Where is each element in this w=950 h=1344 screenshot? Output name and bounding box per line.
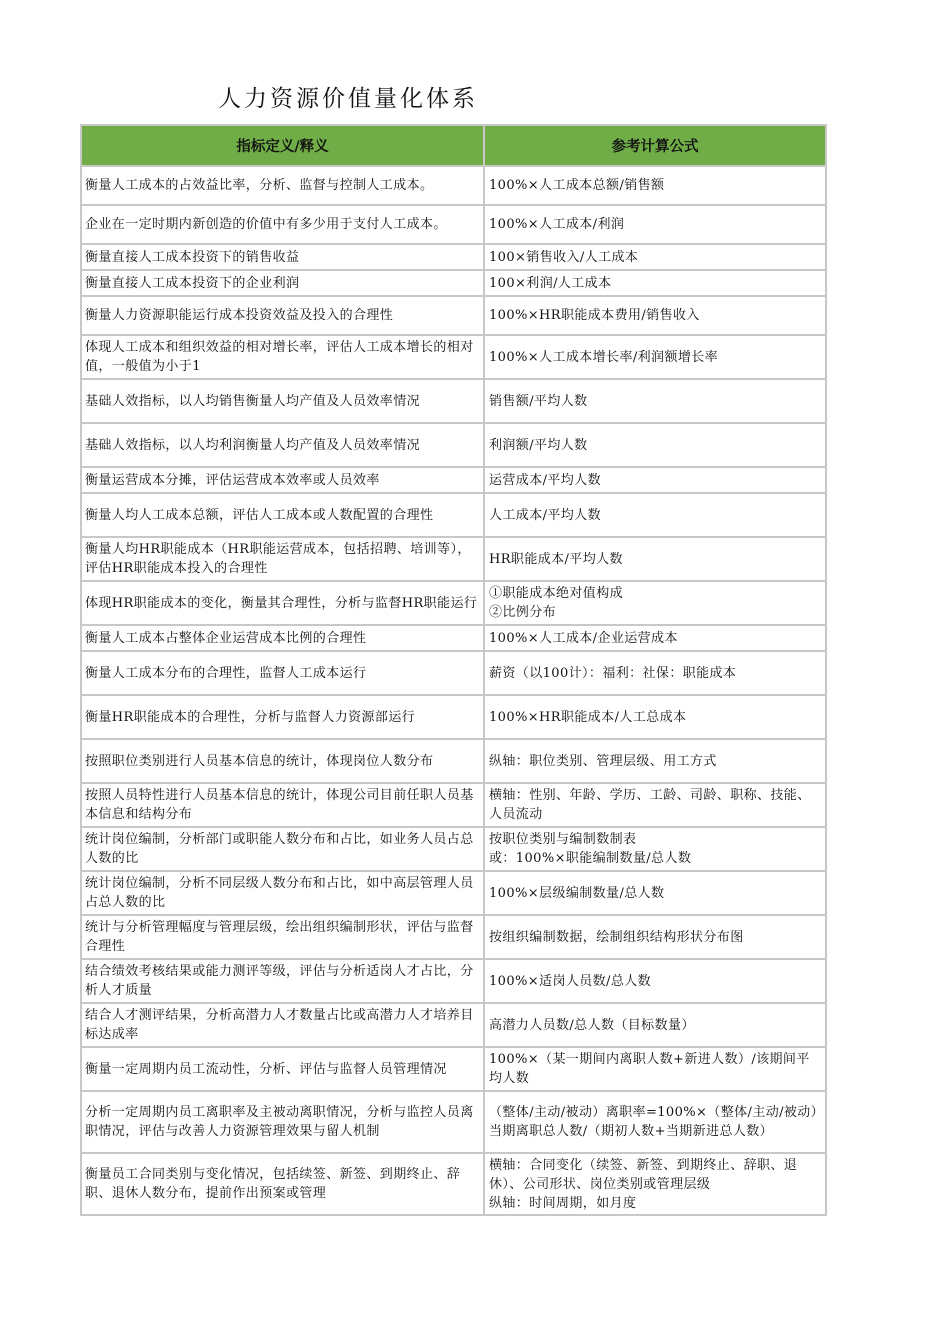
table-row <box>81 166 826 205</box>
table-row <box>81 739 826 783</box>
definition-cell: 衡量人力资源职能运行成本投资效益及投入的合理性 <box>81 296 484 335</box>
table-row <box>81 1003 826 1047</box>
definition-cell: 企业在一定时期内新创造的价值中有多少用于支付人工成本。 <box>81 205 484 244</box>
definition-cell: 衡量直接人工成本投资下的销售收益 <box>81 244 484 270</box>
definition-cell: 衡量人工成本分布的合理性，监督人工成本运行 <box>81 651 484 695</box>
table-row <box>81 1047 826 1091</box>
formula-cell: 100%×人工成本/利润 <box>484 205 826 244</box>
definition-cell: 结合人才测评结果，分析高潜力人才数量占比或高潜力人才培养目标达成率 <box>81 1003 484 1047</box>
page-title: 人力资源价值量化体系 <box>218 86 478 112</box>
table-row <box>81 379 826 423</box>
formula-cell: 100%×人工成本增长率/利润额增长率 <box>484 335 826 379</box>
table-row <box>81 1153 826 1215</box>
table-row <box>81 335 826 379</box>
table-row <box>81 625 826 651</box>
definition-cell: 体现人工成本和组织效益的相对增长率，评估人工成本增长的相对值，一般值为小于1 <box>81 335 484 379</box>
header-formula: 参考计算公式 <box>484 125 826 166</box>
definition-cell: 衡量运营成本分摊，评估运营成本效率或人员效率 <box>81 467 484 493</box>
definition-cell: 衡量人均人工成本总额，评估人工成本或人数配置的合理性 <box>81 493 484 537</box>
formula-cell: 100%×适岗人员数/总人数 <box>484 959 826 1003</box>
formula-cell: 100%×HR职能成本费用/销售收入 <box>484 296 826 335</box>
formula-cell: 薪资（以100计）：福利：社保：职能成本 <box>484 651 826 695</box>
table-row <box>81 827 826 871</box>
formula-cell: 高潜力人员数/总人数（目标数量） <box>484 1003 826 1047</box>
definition-cell: 统计岗位编制，分析部门或职能人数分布和占比，如业务人员占总人数的比 <box>81 827 484 871</box>
table-row <box>81 270 826 296</box>
formula-cell: 横轴：合同变化（续签、新签、到期终止、辞职、退休）、公司形状、岗位类别或管理层级 纵轴：时间周期，如月度 <box>484 1153 826 1215</box>
definition-cell: 按照人员特性进行人员基本信息的统计，体现公司目前任职人员基本信息和结构分布 <box>81 783 484 827</box>
table-row <box>81 423 826 467</box>
table-row <box>81 467 826 493</box>
formula-cell: （整体/主动/被动）离职率=100%×（整体/主动/被动）当期离职总人数/（期初人数+当期新进总人数） <box>484 1091 826 1153</box>
formula-cell: 销售额/平均人数 <box>484 379 826 423</box>
table-row <box>81 915 826 959</box>
table-header-row <box>81 125 826 166</box>
formula-cell: ①职能成本绝对值构成 ②比例分布 <box>484 581 826 625</box>
formula-cell: 横轴：性别、年龄、学历、工龄、司龄、职称、技能、人员流动 <box>484 783 826 827</box>
definition-cell: 基础人效指标，以人均销售衡量人均产值及人员效率情况 <box>81 379 484 423</box>
formula-cell: 100%×HR职能成本/人工总成本 <box>484 695 826 739</box>
table-row <box>81 537 826 581</box>
formula-cell: 100%×（某一期间内离职人数+新进人数）/该期间平均人数 <box>484 1047 826 1091</box>
table-row <box>81 493 826 537</box>
definition-cell: 衡量一定周期内员工流动性，分析、评估与监督人员管理情况 <box>81 1047 484 1091</box>
definition-cell: 衡量人工成本占整体企业运营成本比例的合理性 <box>81 625 484 651</box>
table-row <box>81 581 826 625</box>
definition-cell: 统计岗位编制，分析不同层级人数分布和占比，如中高层管理人员占总人数的比 <box>81 871 484 915</box>
table-body <box>81 166 826 1215</box>
definition-cell: 衡量直接人工成本投资下的企业利润 <box>81 270 484 296</box>
definition-cell: 体现HR职能成本的变化，衡量其合理性，分析与监督HR职能运行 <box>81 581 484 625</box>
definition-cell: 分析一定周期内员工离职率及主被动离职情况，分析与监控人员离职情况，评估与改善人力资源管理效果与留人机制 <box>81 1091 484 1153</box>
table-row <box>81 244 826 270</box>
table-row <box>81 651 826 695</box>
definition-cell: 基础人效指标，以人均利润衡量人均产值及人员效率情况 <box>81 423 484 467</box>
metrics-table <box>80 124 827 1216</box>
table-row <box>81 205 826 244</box>
formula-cell: 按组织编制数据，绘制组织结构形状分布图 <box>484 915 826 959</box>
definition-cell: 衡量人工成本的占效益比率，分析、监督与控制人工成本。 <box>81 166 484 205</box>
formula-cell: 按职位类别与编制数制表 或：100%×职能编制数量/总人数 <box>484 827 826 871</box>
formula-cell: 100%×人工成本/企业运营成本 <box>484 625 826 651</box>
formula-cell: 100%×人工成本总额/销售额 <box>484 166 826 205</box>
definition-cell: 结合绩效考核结果或能力测评等级，评估与分析适岗人才占比，分析人才质量 <box>81 959 484 1003</box>
formula-cell: 100×销售收入/人工成本 <box>484 244 826 270</box>
table-row <box>81 871 826 915</box>
table-row <box>81 959 826 1003</box>
formula-cell: HR职能成本/平均人数 <box>484 537 826 581</box>
definition-cell: 衡量员工合同类别与变化情况，包括续签、新签、到期终止、辞职、退休人数分布，提前作出预案或管理 <box>81 1153 484 1215</box>
formula-cell: 人工成本/平均人数 <box>484 493 826 537</box>
table-row <box>81 296 826 335</box>
formula-cell: 100%×层级编制数量/总人数 <box>484 871 826 915</box>
formula-cell: 利润额/平均人数 <box>484 423 826 467</box>
header-definition: 指标定义/释义 <box>81 125 484 166</box>
definition-cell: 衡量人均HR职能成本（HR职能运营成本，包括招聘、培训等），评估HR职能成本投入的合理性 <box>81 537 484 581</box>
table-row <box>81 695 826 739</box>
formula-cell: 纵轴：职位类别、管理层级、用工方式 <box>484 739 826 783</box>
definition-cell: 统计与分析管理幅度与管理层级，绘出组织编制形状，评估与监督合理性 <box>81 915 484 959</box>
definition-cell: 按照职位类别进行人员基本信息的统计，体现岗位人数分布 <box>81 739 484 783</box>
definition-cell: 衡量HR职能成本的合理性，分析与监督人力资源部运行 <box>81 695 484 739</box>
table-row <box>81 783 826 827</box>
formula-cell: 运营成本/平均人数 <box>484 467 826 493</box>
formula-cell: 100×利润/人工成本 <box>484 270 826 296</box>
table-row <box>81 1091 826 1153</box>
